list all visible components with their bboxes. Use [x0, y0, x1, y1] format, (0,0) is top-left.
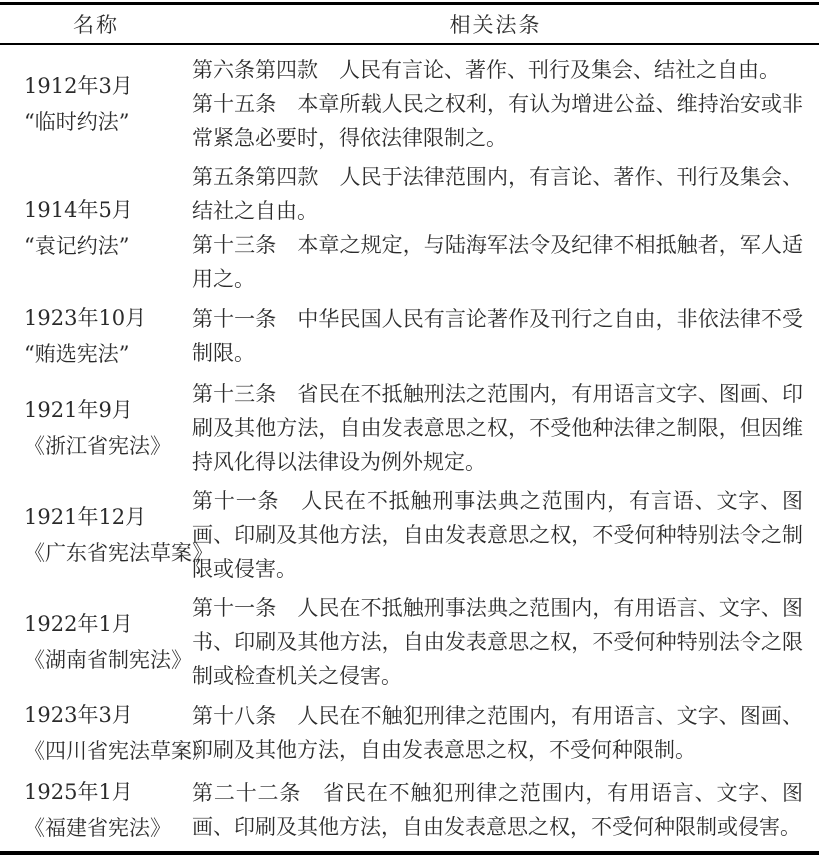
- provisions-cell: [192, 160, 819, 296]
- provision-paragraph: 第二十二条 省民在不触犯刑律之范围内，有用语言、文字、图画、印刷及其他方法，自由发表意思之权，不受何种限制或侵害。: [192, 780, 803, 839]
- column-header-name: 名称: [73, 13, 119, 37]
- document-title: “临时约法”: [24, 110, 130, 134]
- provisions-cell: [192, 302, 819, 370]
- provision-paragraph: 第十八条 人民在不触犯刑律之范围内，有用语言、文字、图画、印刷及其他方法，自由发表意思之权，不受何种限制。: [192, 704, 803, 763]
- table-bottom-rule: [0, 851, 819, 855]
- document-name-cell: [0, 774, 192, 846]
- document-title: “贿选宪法”: [24, 342, 130, 367]
- document-date: 1921年9月: [24, 398, 133, 423]
- document-title: 《浙江省宪法》: [24, 434, 171, 459]
- document-date: 1922年1月: [24, 611, 133, 636]
- table-row: [0, 774, 819, 846]
- provisions-cell: [192, 699, 819, 767]
- document-title: 《四川省宪法草案》: [24, 739, 213, 764]
- provision-paragraph: 第五条第四款 人民于法律范围内，有言论、著作、刊行及集会、结社之自由。: [192, 164, 803, 223]
- provision-paragraph: 第十一条 中华民国人民有言论著作及刊行之自由，非依法律不受制限。: [192, 307, 803, 366]
- table-row: [0, 484, 819, 586]
- provision-paragraph: 第六条第四款 人民有言论、著作、刊行及集会、结社之自由。: [192, 58, 780, 82]
- provision-paragraph: 第十三条 省民在不抵触刑法之范围内，有用语言文字、图画、印刷及其他方法，自由发表意思之权，不受他种法律之制限，但因维持风化得以法律设为例外规定。: [192, 382, 803, 475]
- document-name-cell: [0, 697, 213, 769]
- document-title: 《福建省宪法》: [24, 815, 171, 840]
- table-row: [0, 300, 819, 372]
- table-header-row: [0, 5, 819, 43]
- column-header-provisions: 相关法条: [449, 13, 542, 37]
- document-name-cell: [0, 68, 192, 140]
- provisions-cell: [192, 484, 819, 586]
- provisions-cell: [192, 591, 819, 693]
- table-row: [0, 53, 819, 155]
- provision-paragraph: 第十三条 本章之规定，与陆海军法令及纪律不相抵触者，军人适用之。: [192, 232, 803, 291]
- table-row: [0, 697, 819, 769]
- document-date: 1923年10月: [24, 306, 147, 331]
- provisions-cell: [192, 377, 819, 479]
- provision-paragraph: 第十五条 本章所载人民之权利，有认为增进公益、维持治安或非常紧急必要时，得依法律限制之。: [192, 92, 803, 150]
- document-date: 1921年12月: [24, 504, 147, 529]
- table-row: [0, 591, 819, 693]
- document-date: 1914年5月: [24, 197, 133, 222]
- provision-paragraph: 第十一条 人民在不抵触刑事法典之范围内，有言语、文字、图画、印刷及其他方法，自由发表意思之权，不受何种特别法令之制限或侵害。: [192, 488, 803, 581]
- document-title: 《广东省宪法草案》: [24, 540, 213, 565]
- table-row: [0, 160, 819, 296]
- document-name-cell: [0, 300, 192, 372]
- document-name-cell: [0, 392, 192, 464]
- document-date: 1912年3月: [24, 74, 133, 98]
- table-body: [0, 45, 819, 851]
- provision-paragraph: 第十一条 人民在不抵触刑事法典之范围内，有用语言、文字、图书、印刷及其他方法，自由发表意思之权，不受何种特别法令之限制或检查机关之侵害。: [192, 595, 803, 688]
- provisions-cell: [192, 776, 819, 844]
- document-name-cell: [0, 606, 192, 678]
- provisions-cell: [192, 53, 819, 155]
- document-title: “袁记约法”: [24, 233, 130, 258]
- document-date: 1923年3月: [24, 703, 133, 728]
- document-name-cell: [0, 192, 192, 264]
- document-name-cell: [0, 499, 213, 571]
- table-row: [0, 377, 819, 479]
- document-date: 1925年1月: [24, 779, 133, 804]
- document-title: 《湖南省制宪法》: [24, 647, 192, 672]
